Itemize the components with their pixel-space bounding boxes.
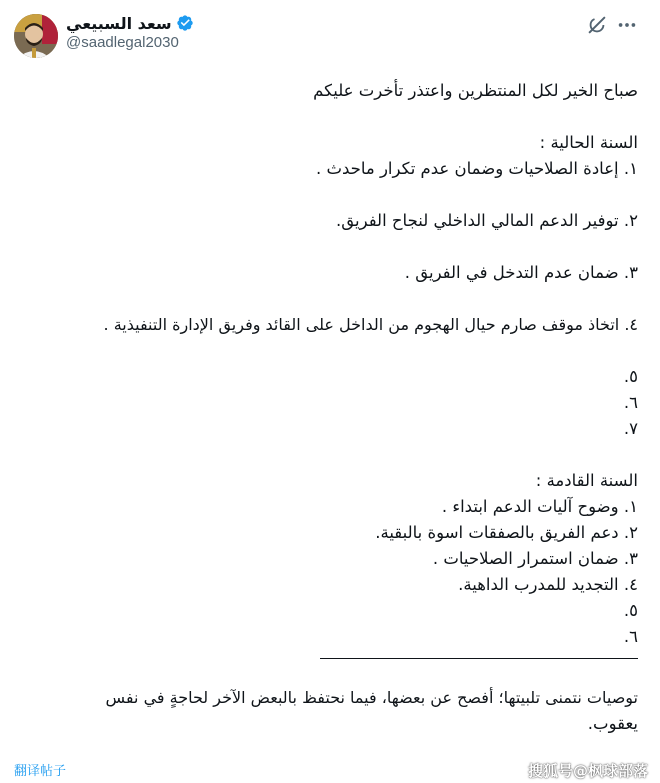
post-line-greeting: صباح الخير لكل المنتظرين واعتذر تأخرت عليكم bbox=[313, 81, 638, 100]
grok-icon[interactable] bbox=[584, 12, 610, 38]
next-item-1: ١. وضوح آليات الدعم ابتداء . bbox=[441, 497, 638, 516]
next-item-2: ٢. دعم الفريق بالصفقات اسوة بالبقية. bbox=[375, 523, 638, 542]
section-heading-current-year: السنة الحالية : bbox=[539, 133, 638, 152]
closing-line-2: يعقوب. bbox=[587, 714, 638, 733]
closing-line-1: توصيات نتمنى تلبيتها؛ أفصح عن بعضها، فيما نحتفظ بالبعض الآخر لحاجةٍ في نفس bbox=[105, 688, 638, 707]
next-item-6: ٦. bbox=[623, 627, 638, 646]
current-item-3: ٣. ضمان عدم التدخل في الفريق . bbox=[404, 263, 638, 282]
current-item-5: ٥. bbox=[623, 367, 638, 386]
section-heading-next-year: السنة القادمة : bbox=[535, 471, 638, 490]
post-text bbox=[20, 72, 638, 737]
next-item-5: ٥. bbox=[623, 601, 638, 620]
avatar-image bbox=[14, 14, 58, 58]
next-item-4: ٤. التجديد للمدرب الداهية. bbox=[458, 575, 638, 594]
current-item-7: ٧. bbox=[623, 419, 638, 438]
current-item-6: ٦. bbox=[623, 393, 638, 412]
avatar[interactable] bbox=[14, 14, 58, 58]
watermark: 搜狐号@枫球部落 bbox=[527, 762, 648, 780]
post-footer bbox=[0, 759, 660, 783]
current-item-2: ٢. توفير الدعم المالي الداخلي لنجاح الفريق. bbox=[336, 211, 638, 230]
display-name-row[interactable] bbox=[66, 12, 194, 34]
more-horizontal-icon[interactable] bbox=[614, 12, 640, 38]
translate-post-link[interactable]: 翻译帖子 bbox=[14, 764, 67, 779]
post-header bbox=[0, 0, 660, 70]
verified-badge-icon bbox=[176, 14, 194, 32]
author-names bbox=[66, 12, 326, 56]
author-handle[interactable]: @saadlegal2030 bbox=[66, 34, 179, 51]
next-item-3: ٣. ضمان استمرار الصلاحيات . bbox=[432, 549, 638, 568]
current-item-4: ٤. اتخاذ موقف صارم حيال الهجوم من الداخل على القائد وفريق الإدارة التنفيذية . bbox=[103, 315, 638, 334]
display-name[interactable]: سعد السبيعي bbox=[66, 13, 172, 33]
current-item-1: ١. إعادة الصلاحيات وضمان عدم تكرار ماحدث . bbox=[315, 159, 638, 178]
